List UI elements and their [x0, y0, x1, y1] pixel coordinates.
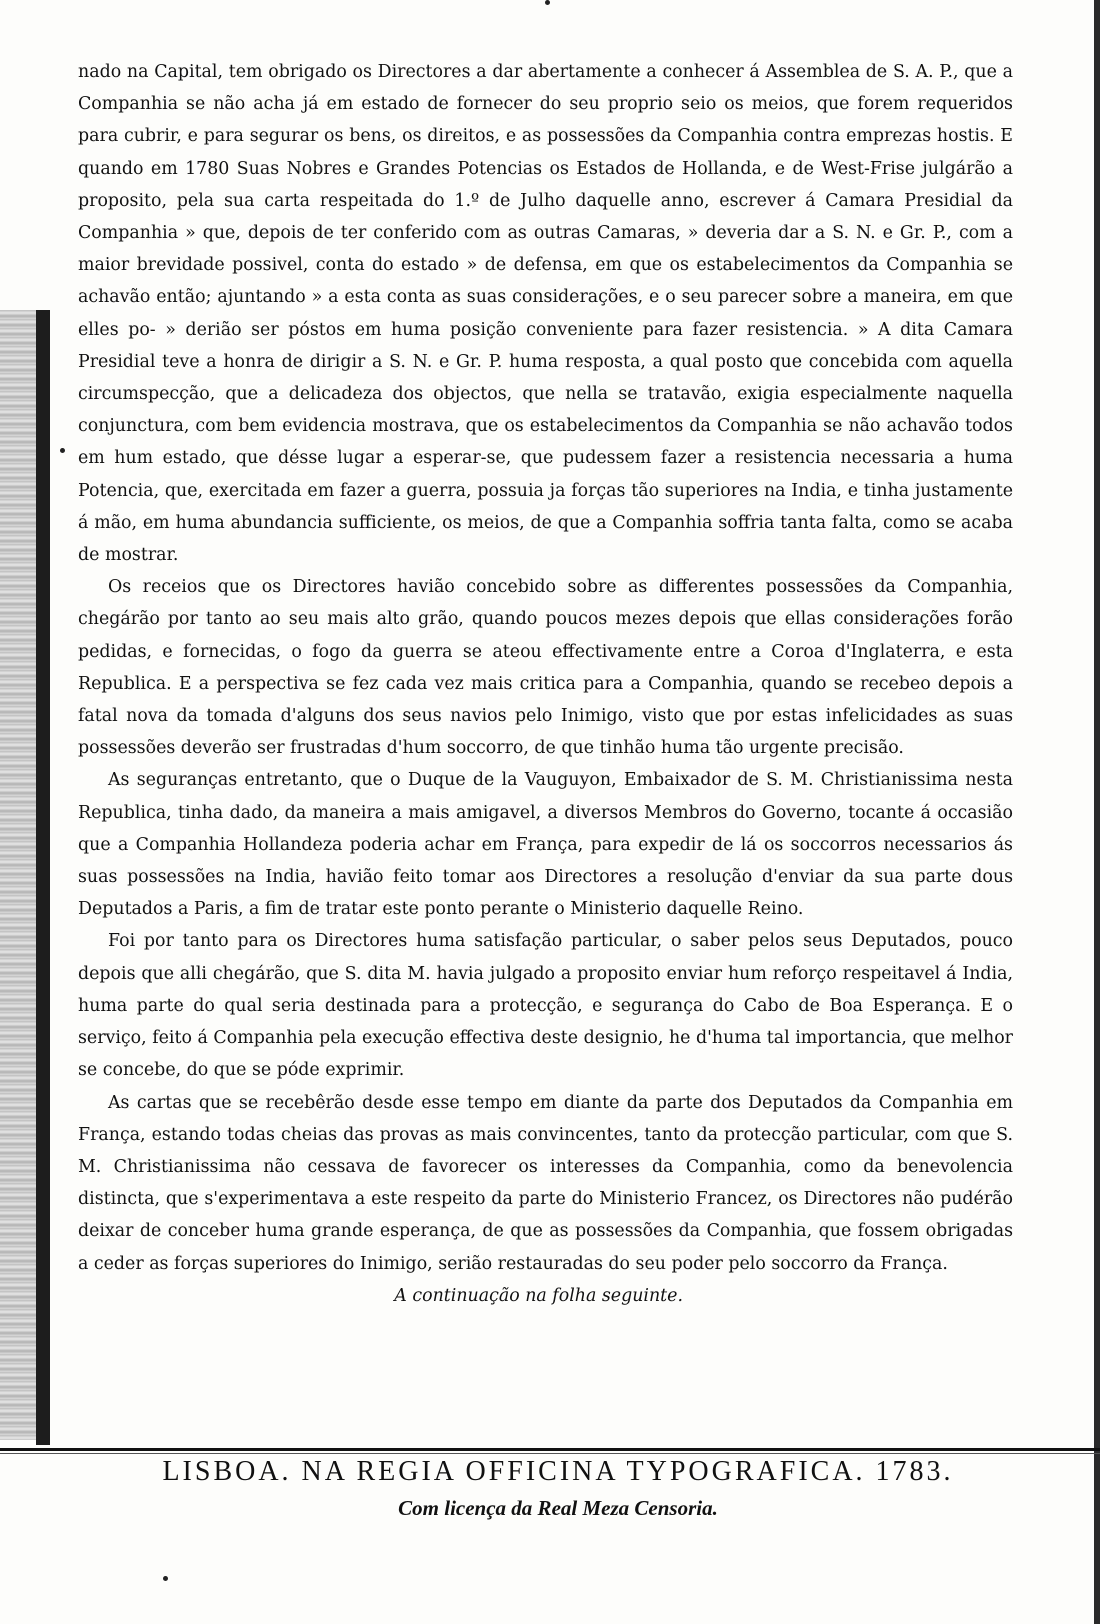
license-line: Com licença da Real Meza Censoria.: [398, 1496, 718, 1520]
ink-speck: [60, 448, 65, 453]
page-gutter-shadow: [0, 310, 40, 1440]
paragraph: As seguranças entretanto, que o Duque de la Vauguyon, Embaixador de S. M. Christianissima nesta Republica, tinha dado, da maneira a mais amigavel, a diversos Membros do Governo, tocante á occasião que a Companhia Hollandeza poderia achar em França, para expedir de lá os soccorros necessarios ás suas possessões na India, havião feito tomar aos Directores a resolução d'enviar da sua parte dous Deputados a Paris, a fim de tratar este ponto perante o Ministerio daquelle Reino.: [78, 770, 1013, 920]
continuation-note: A continuação na folha seguinte.: [394, 1285, 683, 1306]
article-body: [78, 56, 1013, 1312]
printer-imprint: LISBOA. NA REGIA OFFICINA TYPOGRAFICA. 1783.: [162, 1456, 954, 1487]
footer-rule: [0, 1448, 1100, 1451]
footer-rule-thin: [0, 1453, 1100, 1454]
paragraph: Foi por tanto para os Directores huma satisfação particular, o saber pelos seus Deputados, pouco depois que alli chegárão, que S. dita M. havia julgado a proposito enviar hum reforço respeitavel á India, huma parte do qual seria destinada para a protecção, e segurança do Cabo de Boa Esperança. E o serviço, feito á Companhia pela execução effectiva deste designio, he d'huma tal importancia, que melhor se concebe, do que se póde exprimir.: [78, 931, 1013, 1081]
page-right-edge: [1094, 0, 1100, 1624]
paragraph: As cartas que se recebêrão desde esse tempo em diante da parte dos Deputados da Companhia em França, estando todas cheias das provas as mais convincentes, tanto da protecção particular, com que S. M. Christianissima não cessava de favorecer os interesses da Companhia, como da benevolencia distincta, que s'experimentava a este respeito da parte do Ministerio Francez, os Directores não pudérão deixar de conceber huma grande esperança, de que as possessões da Companhia, que fossem obrigadas a ceder as forças superiores do Inimigo, serião restauradas do seu poder pelo soccorro da França.: [78, 1092, 1013, 1274]
paragraph: nado na Capital, tem obrigado os Directores a dar abertamente a conhecer á Assemblea de S. A. P., que a Companhia se não acha já em estado de fornecer do seu proprio seio os meios, que forem requeridos para cubrir, e para segurar os bens, os direitos, e as possessões da Companhia contra emprezas hostis. E quando em 1780 Suas Nobres e Grandes Potencias os Estados de Hollanda, e de West-Frise julgárão a proposito, pela sua carta respeitada do 1.º de Julho daquelle anno, escrever á Camara Presidial da Companhia » que, depois de ter conferido com as outras Camaras, » deveria dar a S. N. e Gr. P., com a maior brevidade possivel, conta do estado » de defensa, em que os estabelecimentos da Companhia se achavão então; ajuntando » a esta conta as suas considerações, e o seu parecer sobre a maneira, em que elles po- » derião ser póstos em huma posição conveniente para fazer resistencia. » A dita Camara Presidial teve a honra de dirigir a S. N. e Gr. P. huma resposta, a qual posto que concebida com aquella circumspecção, que a delicadeza dos objectos, que nella se tratavão, exigia especialmente naquella conjunctura, com bem evidencia mostrava, que os estabelecimentos da Companhia se não achavão todos em hum estado, que désse lugar a esperar-se, que pudessem fazer a resistencia necessaria a huma Potencia, que, exercitada em fazer a guerra, possuia ja forças tão superiores na India, e tinha justamente á mão, em huma abundancia sufficiente, os meios, de que a Companhia soffria tanta falta, como se acaba de mostrar.: [78, 62, 1013, 566]
paragraph: Os receios que os Directores havião concebido sobre as differentes possessões da Companhia, chegárão por tanto ao seu mais alto grão, quando poucos mezes depois que ellas considerações forão pedidas, e fornecidas, o fogo da guerra se ateou effectivamente entre a Coroa d'Inglaterra, e esta Republica. E a perspectiva se fez cada vez mais critica para a Companhia, quando se recebeo depois a fatal nova da tomada d'alguns dos seus navios pelo Inimigo, visto que por estas infelicidades as suas possessões deverão ser frustradas d'hum soccorro, de que tinhão huma tão urgente precisão.: [78, 577, 1013, 759]
page-gutter-edge: [36, 310, 50, 1445]
ink-speck: [163, 1576, 168, 1581]
ink-speck: [545, 0, 550, 5]
